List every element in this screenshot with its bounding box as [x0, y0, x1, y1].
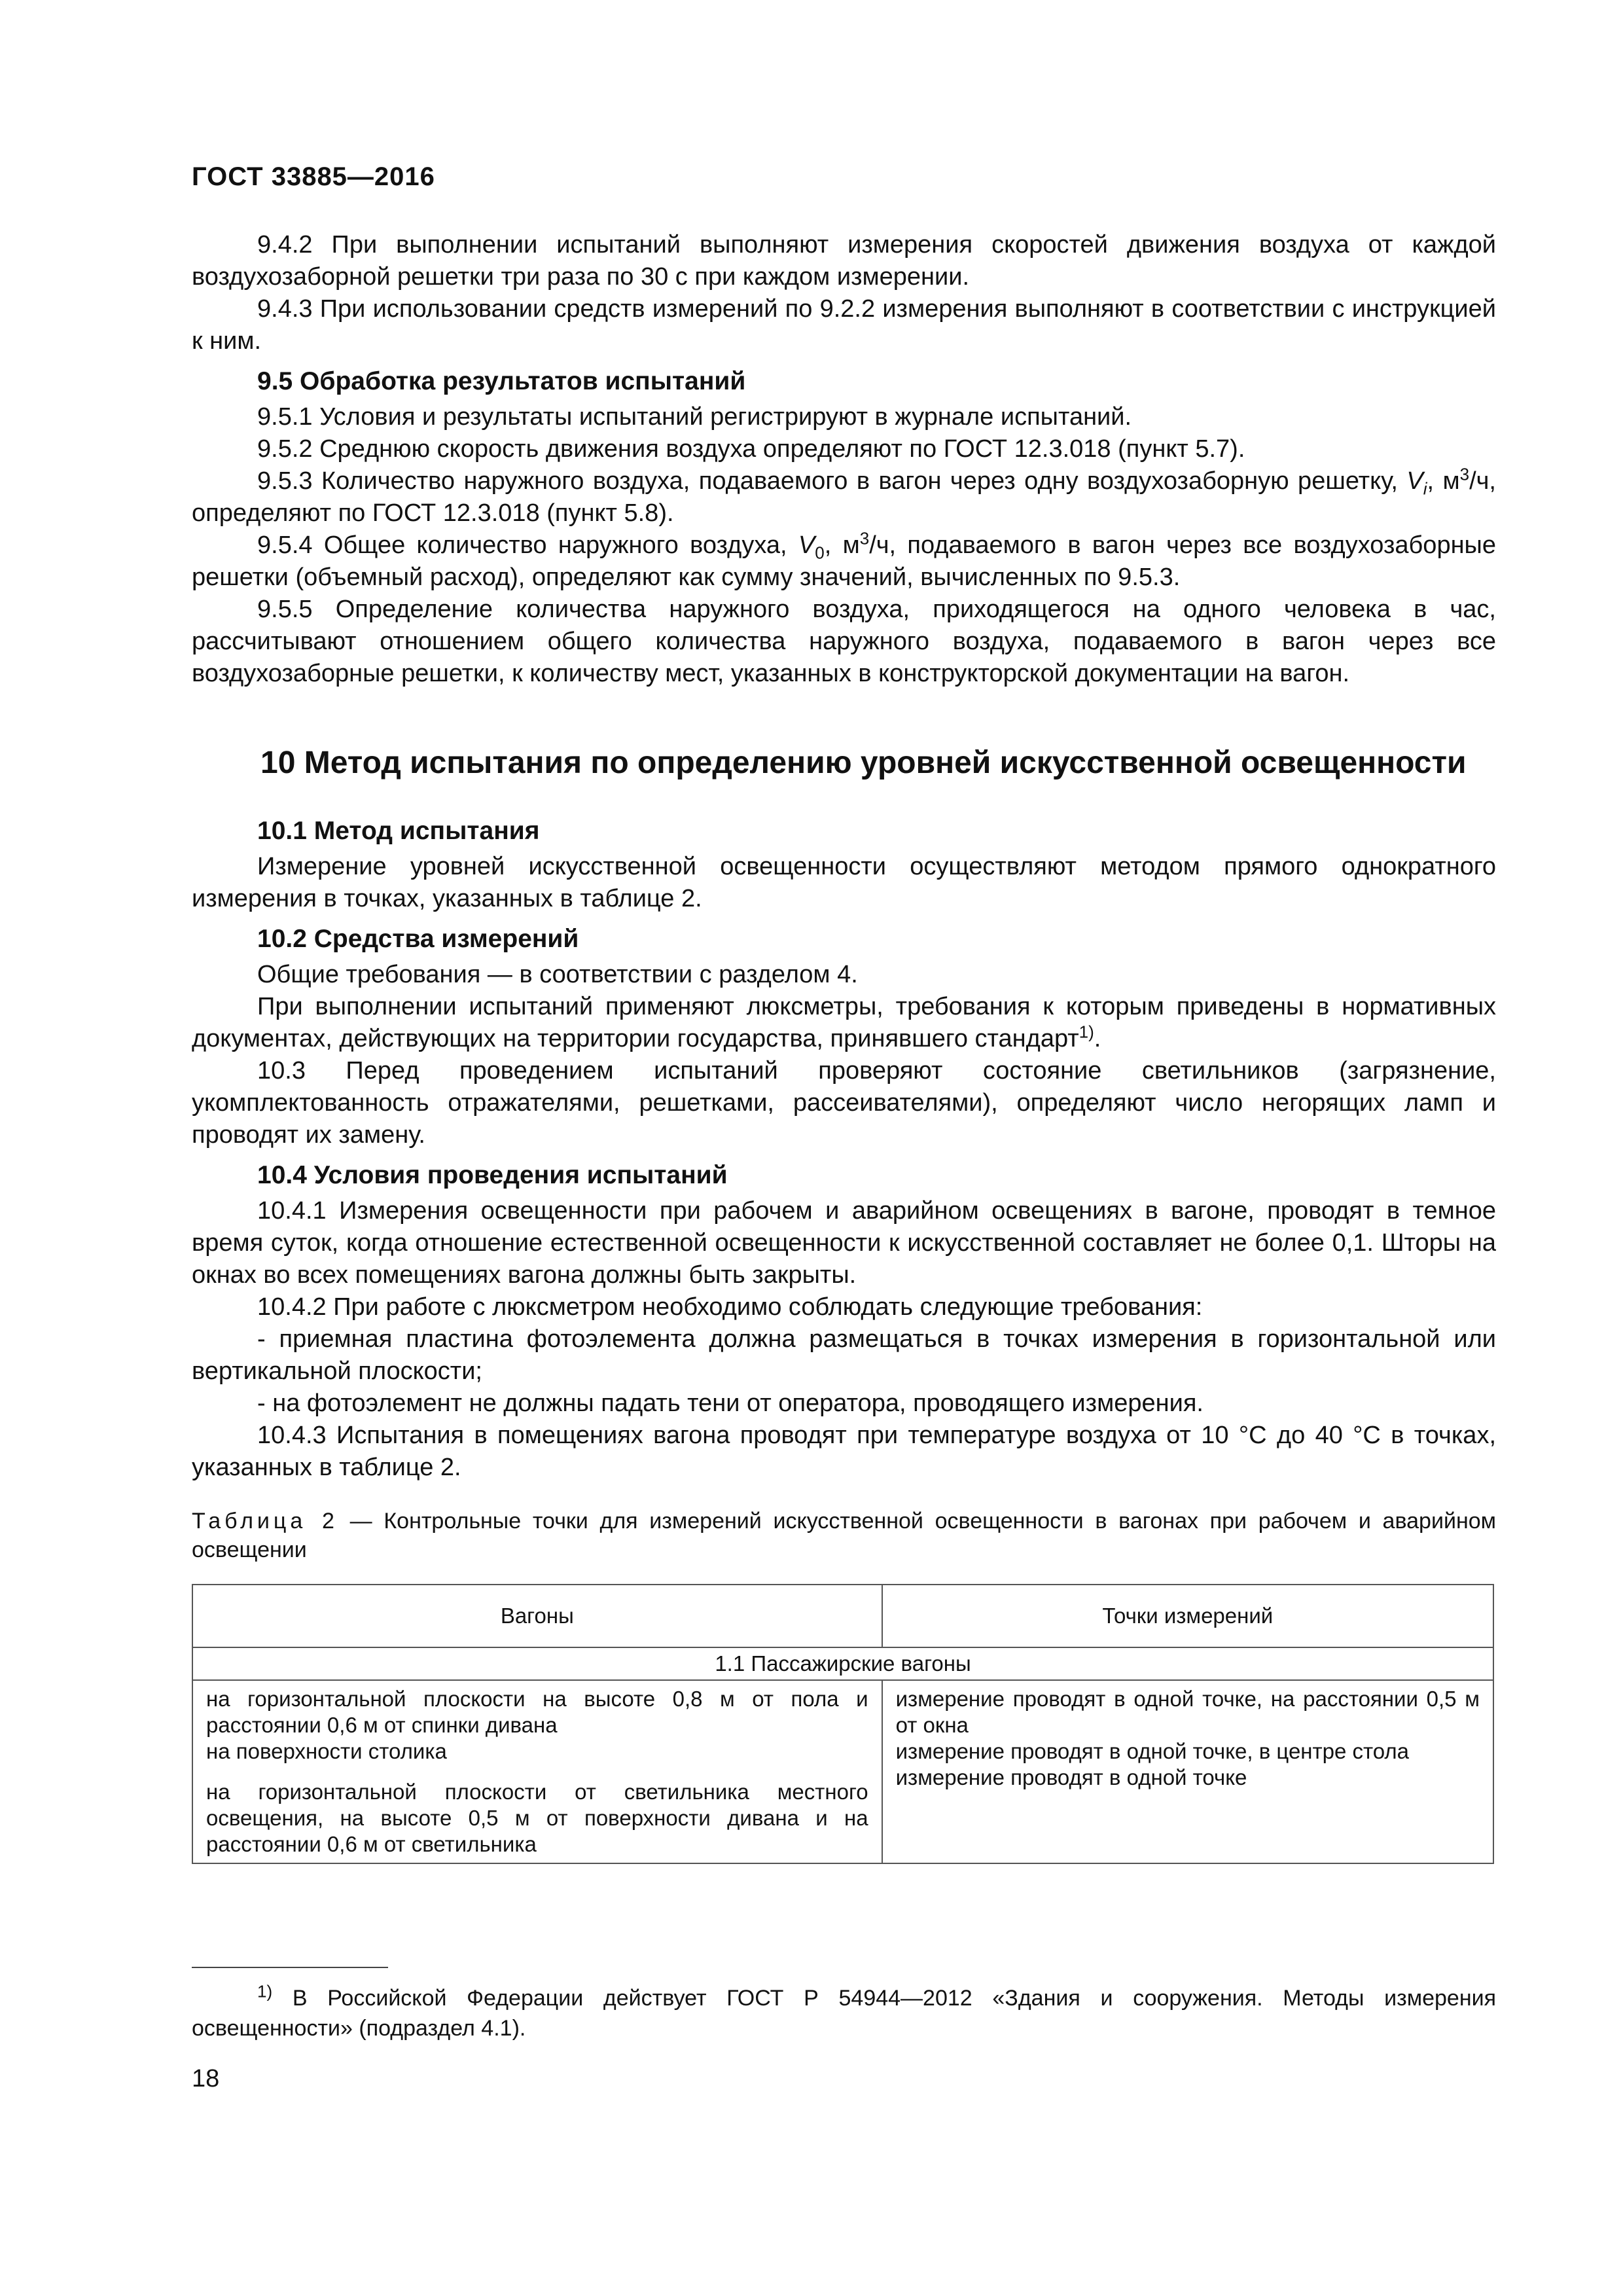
- wagons-cell: [192, 1680, 882, 1863]
- group-label-passenger-wagons: 1.1 Пассажирские вагоны: [192, 1647, 1493, 1680]
- table-group-row: [192, 1647, 1493, 1680]
- location-3: на горизонтальной плоскости от светильника местного освещения, на высоте 0,5 м от поверхности дивана и на расстоянии 0,6 м от светильника: [206, 1780, 868, 1856]
- paragraph-10-2-b-text: При выполнении испытаний применяют люксметры, требования к которым приведены в нормативных документах, действующих на территории государства, принявшего стандарт: [192, 993, 1496, 1052]
- table-2: [192, 1584, 1494, 1864]
- paragraph-9-5-2: 9.5.2 Среднюю скорость движения воздуха определяют по ГОСТ 12.3.018 (пункт 5.7).: [257, 435, 1245, 463]
- heading-9-5: 9.5 Обработка результатов испытаний: [257, 367, 746, 395]
- footnote-divider: [192, 1967, 388, 1968]
- bullet-item-2: - на фотоэлемент не должны падать тени от оператора, проводящего измерения.: [257, 1390, 1204, 1417]
- paragraph-10-4-2: 10.4.2 При работе с люксметром необходимо соблюдать следующие требования:: [257, 1293, 1203, 1321]
- paragraph-9-5-3-text-b: /ч, определяют по ГОСТ 12.3.018 (пункт 5.8).: [192, 467, 1496, 527]
- paragraph-9-5-4-text-b: /ч, подаваемого в вагон через все воздухозаборные решетки (объемный расход), определяют как сумму значений, вычисленных по 9.5.3.: [192, 531, 1497, 591]
- paragraph-10-4-3: 10.4.3 Испытания в помещениях вагона проводят при температуре воздуха от 10 °С до 40 °С в точках, указанных в таблице 2.: [192, 1422, 1496, 1481]
- page-number: 18: [192, 2065, 220, 2092]
- heading-10-2: 10.2 Средства измерений: [257, 925, 579, 953]
- points-cell: [882, 1680, 1493, 1863]
- footnote-text: В Российской Федерации действует ГОСТ Р 54944—2012 «Здания и сооружения. Методы измерения освещенности» (подраздел 4.1).: [192, 1986, 1496, 2041]
- section-9-4-text: [192, 229, 1496, 690]
- document-header: ГОСТ 33885—2016: [192, 162, 435, 191]
- section-10-heading: 10 Метод испытания по определению уровней искусственной освещенности: [260, 745, 1467, 780]
- table-row: [192, 1680, 1493, 1863]
- table-2-caption-text: — Контрольные точки для измерений искусственной освещенности в вагонах при рабочем и аварийном освещении: [192, 1509, 1497, 1562]
- heading-10-1: 10.1 Метод испытания: [257, 817, 540, 845]
- variable-v0: V: [798, 531, 815, 559]
- paragraph-10-2-a: Общие требования — в соответствии с разделом 4.: [257, 961, 858, 988]
- footnote-mark: 1): [257, 1981, 273, 2001]
- point-1: измерение проводят в одной точке, на расстоянии 0,5 м от окна: [895, 1687, 1480, 1737]
- paragraph-9-5-4-text-a: 9.5.4 Общее количество наружного воздуха,: [257, 531, 787, 559]
- unit-text: , м: [1427, 467, 1460, 495]
- column-header-points: Точки измерений: [882, 1585, 1493, 1647]
- bullet-item-1: - приемная пластина фотоэлемента должна размещаться в точках измерения в горизонтальной или вертикальной плоскости;: [192, 1325, 1496, 1385]
- paragraph-10-1: Измерение уровней искусственной освещенности осуществляют методом прямого однократного измерения в точках, указанных в таблице 2.: [192, 853, 1496, 912]
- subscript-i: i: [1423, 478, 1427, 499]
- location-2: на поверхности столика: [206, 1739, 447, 1763]
- subscript-0: 0: [815, 543, 825, 563]
- column-header-wagons: Вагоны: [192, 1585, 882, 1647]
- section-10-text: [192, 815, 1496, 1484]
- paragraph-10-3: 10.3 Перед проведением испытаний проверяют состояние светильников (загрязнение, укомплектованность отражателями, решетками, рассеивателями), определяют число негорящих ламп и проводят их замену.: [192, 1057, 1496, 1149]
- table-2-caption: [192, 1507, 1496, 1564]
- heading-10-4: 10.4 Условия проведения испытаний: [257, 1161, 728, 1189]
- paragraph-9-5-5: 9.5.5 Определение количества наружного воздуха, приходящегося на одного человека в час, рассчитывают отношением общего количества наружного воздуха, подаваемого в вагон через все воздухозаборные решетки, к количеству мест, указанных в конструкторской документации на вагон.: [192, 596, 1496, 687]
- paragraph-9-5-3: [192, 465, 1496, 529]
- table-2-label: Таблица 2: [192, 1509, 338, 1534]
- unit-text: , м: [824, 531, 860, 559]
- footnote-reference: 1): [1079, 1022, 1094, 1042]
- superscript-3: 3: [859, 528, 870, 548]
- point-2: измерение проводят в одной точке, в центре стола: [895, 1739, 1409, 1763]
- point-3: измерение проводят в одной точке: [895, 1765, 1247, 1789]
- paragraph-9-5-3-text-a: 9.5.3 Количество наружного воздуха, подаваемого в вагон через одну воздухозаборную решетку,: [257, 467, 1398, 495]
- paragraph-9-5-4: [192, 529, 1496, 594]
- paragraph-9-5-1: 9.5.1 Условия и результаты испытаний регистрируют в журнале испытаний.: [257, 403, 1132, 431]
- variable-vi: V: [1406, 467, 1423, 495]
- paragraph-9-4-2: 9.4.2 При выполнении испытаний выполняют измерения скоростей движения воздуха от каждой воздухозаборной решетки три раза по 30 с при каждом измерении.: [192, 231, 1496, 291]
- table-header-row: [192, 1585, 1493, 1647]
- location-1: на горизонтальной плоскости на высоте 0,8 м от пола и расстоянии 0,6 м от спинки дивана: [206, 1687, 868, 1737]
- superscript-3: 3: [1459, 464, 1470, 484]
- paragraph-9-4-3: 9.4.3 При использовании средств измерений по 9.2.2 измерения выполняют в соответствии с инструкцией к ним.: [192, 295, 1496, 355]
- footnote: [192, 1983, 1496, 2043]
- paragraph-10-4-1: 10.4.1 Измерения освещенности при рабочем и аварийном освещениях в вагоне, проводят в темное время суток, когда отношение естественной освещенности к искусственной составляет не более 0,1. Шторы на окнах во всех помещениях вагона должны быть закрыты.: [192, 1197, 1496, 1289]
- paragraph-10-2-b: [192, 991, 1496, 1055]
- paragraph-10-2-b-end: .: [1094, 1025, 1101, 1052]
